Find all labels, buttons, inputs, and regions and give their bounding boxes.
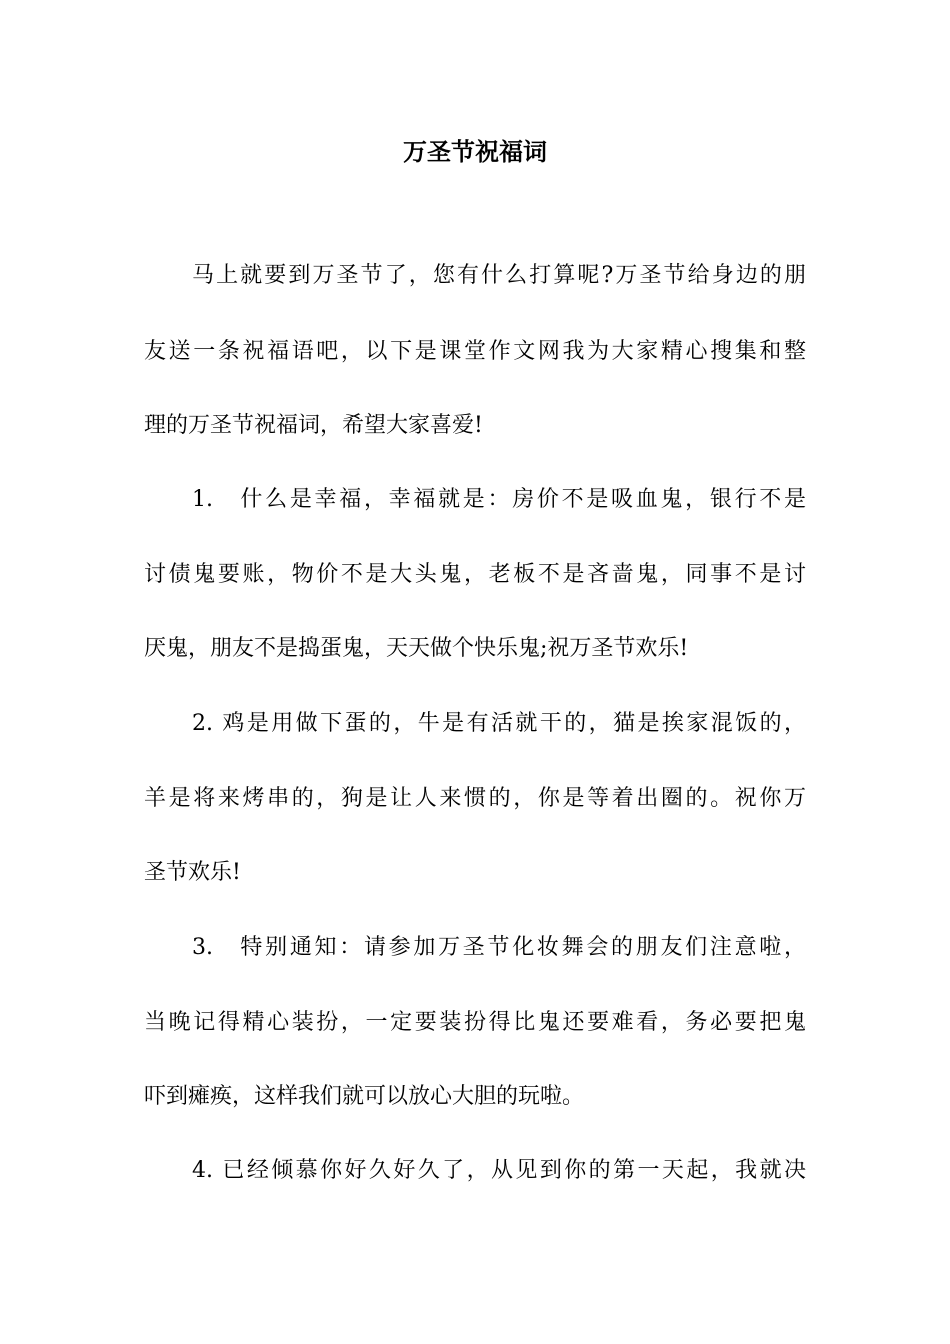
paragraph-line: 理的万圣节祝福词，希望大家喜爱! xyxy=(144,413,483,438)
paragraph-line: 友送一条祝福语吧，以下是课堂作文网我为大家精心搜集和整 xyxy=(144,339,806,364)
paragraph-line: 2. 鸡是用做下蛋的，牛是有活就干的，猫是挨家混饭的， xyxy=(192,711,806,736)
paragraph-line: 讨债鬼要账，物价不是大头鬼，老板不是吝啬鬼，同事不是讨 xyxy=(144,562,806,587)
paragraph-line: 4. 已经倾慕你好久好久了，从见到你的第一天起，我就决 xyxy=(192,1158,806,1183)
paragraph-line: 1. 什么是幸福，幸福就是：房价不是吸血鬼，银行不是 xyxy=(192,487,806,512)
paragraph-line: 3. 特别通知：请参加万圣节化妆舞会的朋友们注意啦， xyxy=(192,935,806,960)
paragraph-line: 当晚记得精心装扮，一定要装扮得比鬼还要难看，务必要把鬼 xyxy=(144,1010,806,1035)
paragraph-line: 圣节欢乐! xyxy=(144,860,241,885)
paragraph-line: 吓到瘫痪，这样我们就可以放心大胆的玩啦。 xyxy=(144,1084,585,1109)
paragraph-line: 厌鬼，朋友不是捣蛋鬼，天天做个快乐鬼;祝万圣节欢乐! xyxy=(144,636,689,661)
paragraph-line: 马上就要到万圣节了，您有什么打算呢?万圣节给身边的朋 xyxy=(192,263,806,288)
document-title: 万圣节祝福词 xyxy=(403,138,547,166)
paragraph-line: 羊是将来烤串的，狗是让人来惯的，你是等着出圈的。祝你万 xyxy=(144,786,806,811)
